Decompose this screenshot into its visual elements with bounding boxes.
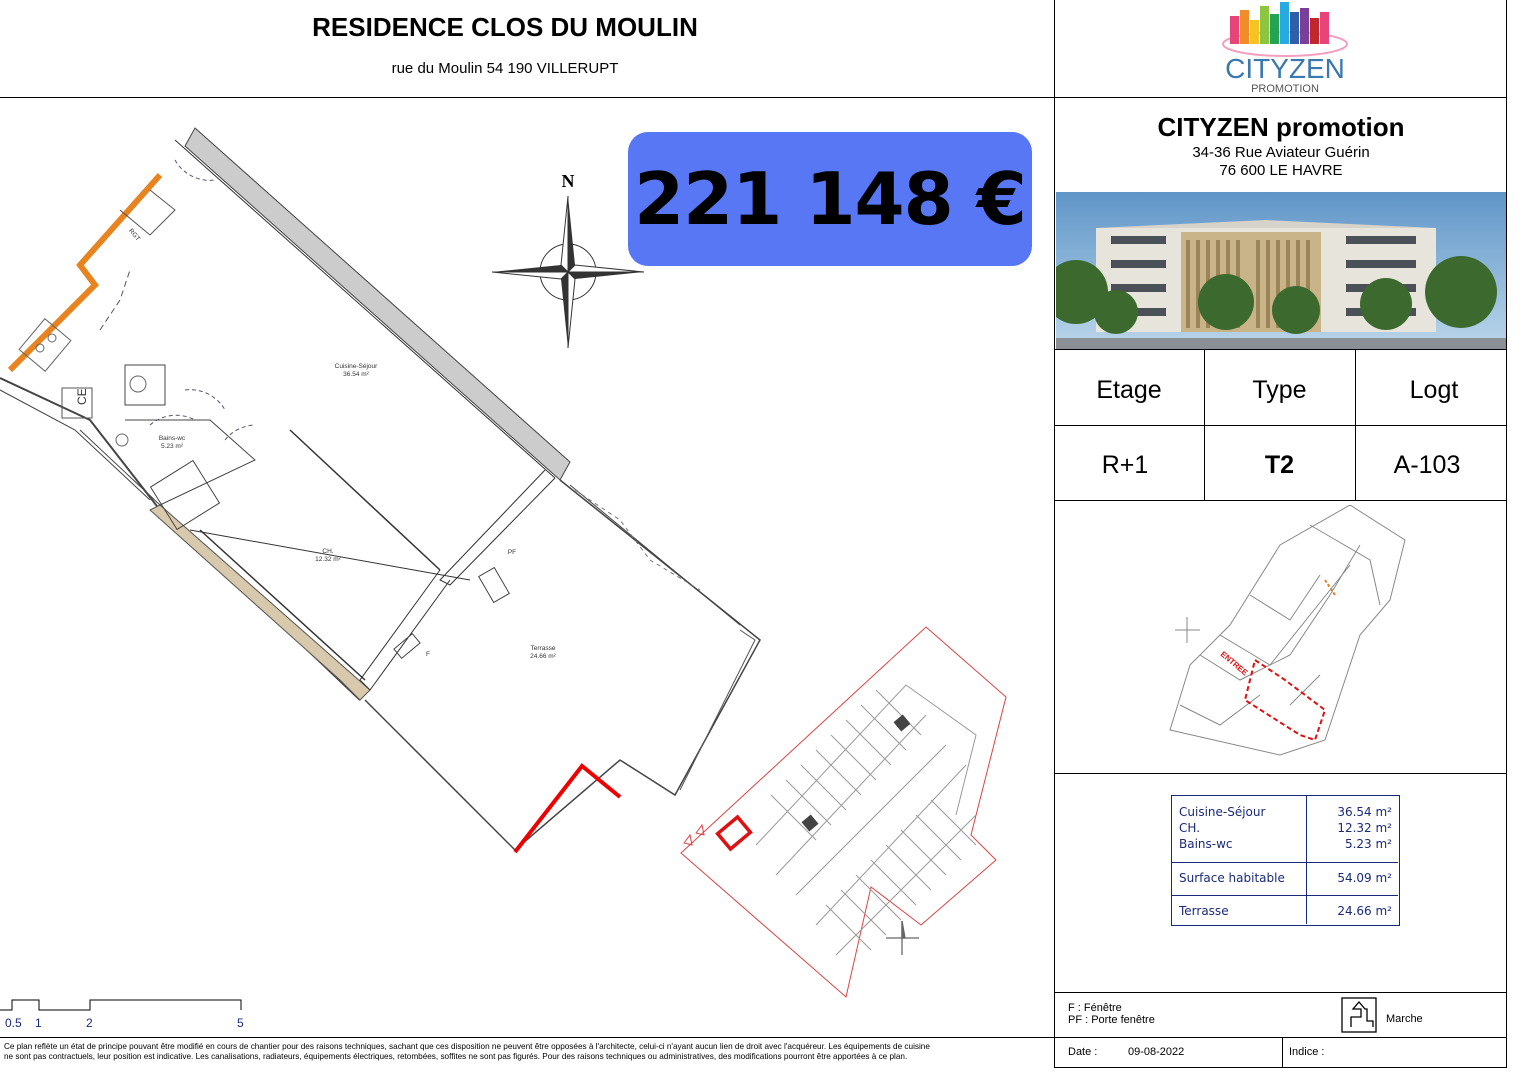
disclaimer-line-2: ne sont pas contractuels, leur position est indicative. Les canalisations, radiateurs, équipements électriques, retombées, soffites ne sont pas figurés. Pour des raisons techniques ou administratives, des modifications pourront être apportées à ce plan.: [4, 1052, 908, 1061]
plan-label-kitchen-area: 36.54 m²: [343, 371, 369, 378]
key-plan-entree: ENTREE: [1218, 649, 1250, 678]
plan-label-terrace-area: 24.66 m²: [530, 653, 556, 660]
header-divider: [0, 97, 1507, 98]
footer-top-line: [0, 1037, 1507, 1038]
promoter-city: 76 600 LE HAVRE: [1219, 162, 1343, 179]
indice-label: Indice :: [1289, 1046, 1325, 1058]
legend-top-line: [1054, 992, 1507, 993]
area-name-habitable: Surface habitable: [1179, 871, 1285, 885]
plan-label-ce: CE: [75, 388, 89, 405]
area-value-kitchen: 36.54 m²: [1337, 805, 1392, 819]
date-value: 09-08-2022: [1128, 1046, 1185, 1058]
header-logt: Logt: [1409, 376, 1459, 404]
scale-label-1: 1: [35, 1016, 42, 1030]
price-badge: [628, 132, 1032, 266]
legend-pf: PF : Porte fenêtre: [1068, 1014, 1155, 1026]
keyplan-bottom-line: [1054, 773, 1507, 774]
value-etage: R+1: [1101, 451, 1149, 479]
area-name-terrace: Terrasse: [1179, 904, 1229, 918]
cityzen-logo: [1210, 0, 1360, 96]
areas-col-divider: [1306, 796, 1307, 924]
plan-label-terrace: Terrasse: [530, 645, 556, 652]
disclaimer: [4, 1042, 1044, 1062]
compass-north-label: N: [561, 171, 575, 191]
area-name-bath: Bains-wc: [1179, 837, 1233, 851]
photo-bottom-line: [1054, 349, 1507, 350]
right-border: [1506, 0, 1507, 1068]
header-etage: Etage: [1096, 376, 1162, 404]
promoter-street: 34-36 Rue Aviateur Guérin: [1192, 144, 1370, 161]
footer-bottom-line: [1054, 1067, 1507, 1068]
plan-label-pf: PF: [507, 549, 517, 556]
plan-label-kitchen: Cuisine-Séjour: [334, 363, 378, 370]
legend-marche: Marche: [1386, 1013, 1423, 1025]
residence-title: RESIDENCE CLOS DU MOULIN: [312, 12, 698, 42]
areas-table: [1171, 795, 1400, 926]
area-value-bedroom: 12.32 m²: [1337, 821, 1392, 835]
value-logt: A-103: [1393, 451, 1461, 479]
areas-row-divider-1: [1172, 862, 1398, 863]
date-label: Date :: [1068, 1046, 1098, 1058]
area-name-bedroom: CH.: [1179, 821, 1201, 835]
value-type: T2: [1264, 451, 1295, 479]
residence-address: rue du Moulin 54 190 VILLERUPT: [391, 60, 619, 77]
area-value-habitable: 54.09 m²: [1337, 871, 1392, 885]
logo-sub: PROMOTION: [1251, 83, 1319, 95]
unit-table-bottom-line: [1054, 500, 1507, 501]
area-value-terrace: 24.66 m²: [1337, 904, 1392, 918]
parking-location-plan: [676, 625, 1016, 1000]
unit-table-mid-line: [1054, 425, 1507, 426]
scale-bar: [0, 998, 250, 1014]
footer-divider: [1282, 1037, 1283, 1067]
price: 221 148 €: [634, 157, 1026, 241]
promoter-name: CITYZEN promotion: [1157, 112, 1405, 142]
building-rendering-image: [1056, 192, 1506, 350]
header-type: Type: [1252, 376, 1307, 404]
stairs-icon: [1341, 997, 1377, 1033]
parking-compass-icon: [886, 921, 919, 955]
side-panel-divider: [1054, 0, 1055, 1068]
scale-label-3: 5: [237, 1016, 244, 1030]
scale-label-2: 2: [86, 1016, 93, 1030]
scale-label-0: 0.5: [5, 1016, 22, 1030]
disclaimer-line-1: Ce plan reflète un état de principe pouvant être modifié en cours de chantier pour des raisons techniques, sachant que ces disposition ne peuvent être opposées à l'architecte, celui-ci n'ayant aucun lien de droit avec l'acquéreur. Les équipements de cuisine: [4, 1042, 930, 1051]
plan-label-rgt: RGT: [127, 227, 142, 243]
area-value-bath: 5.23 m²: [1344, 837, 1392, 851]
plan-label-bath: Bains-wc: [158, 435, 186, 442]
area-name-kitchen: Cuisine-Séjour: [1179, 805, 1266, 819]
plan-label-f: F: [426, 651, 430, 658]
plan-label-bedroom: CH.: [322, 548, 334, 555]
plan-label-bath-area: 5.23 m²: [160, 443, 184, 450]
north-compass-icon: [492, 171, 644, 348]
areas-row-divider-2: [1172, 895, 1398, 896]
legend: [1068, 1002, 1155, 1026]
plan-label-bedroom-area: 12.32 m²: [315, 556, 341, 563]
legend-f: F : Fénêtre: [1068, 1002, 1122, 1014]
building-key-plan: [1160, 505, 1420, 765]
logo-brand: CITYZEN: [1225, 53, 1345, 84]
